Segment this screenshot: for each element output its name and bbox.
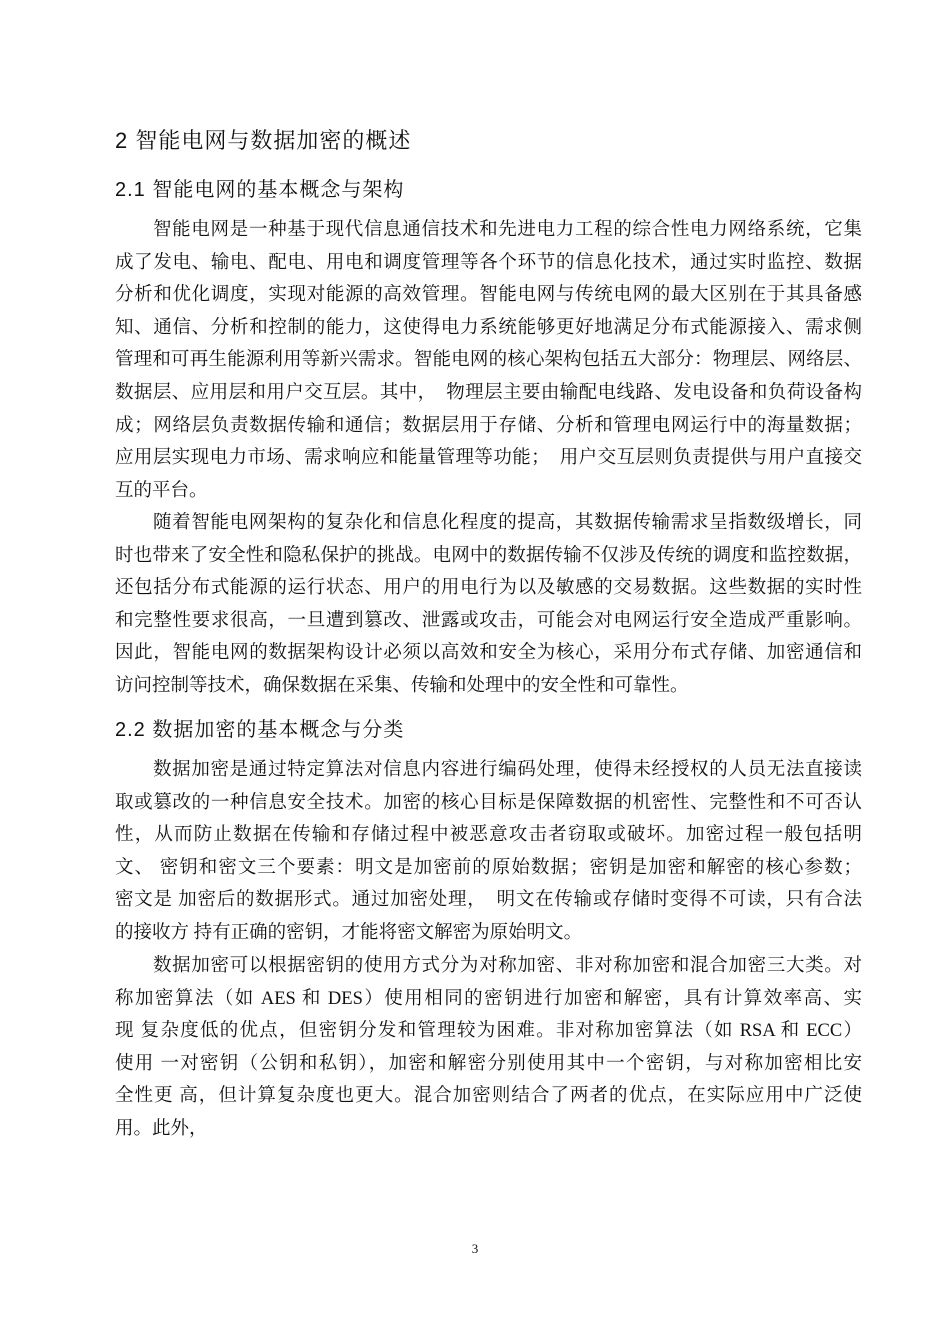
text-line: 分析和优化调度，实现对能源的高效管理。智能电网与传统电网的最大区别在于其具备感 <box>115 285 862 306</box>
text-line: 使用 一对密钥（公钥和私钥），加密和解密分别使用其中一个密钥，与对称加密相比安 <box>115 1053 862 1074</box>
text-line: 性，从而防止数据在传输和存储过程中被恶意攻击者窃取或破坏。加密过程一般包括明 <box>115 825 862 846</box>
text-line: 成了发电、输电、配电、用电和调度管理等各个环节的信息化技术，通过实时监控、数据 <box>115 252 862 273</box>
text-line: 全性更 高，但计算复杂度也更大。混合加密则结合了两者的优点，在实际应用中广泛使 <box>115 1086 862 1107</box>
text-line: 现 复杂度低的优点，但密钥分发和管理较为困难。非对称加密算法（如 RSA 和 ECC） <box>115 1021 862 1042</box>
text-line: 数据加密是通过特定算法对信息内容进行编码处理，使得未经授权的人员无法直接读 <box>153 760 862 780</box>
text-line: 取或篡改的一种信息安全技术。加密的核心目标是保障数据的机密性、完整性和不可否认 <box>115 792 862 813</box>
text-line: 数据层、应用层和用户交互层。其中， 物理层主要由输配电线路、发电设备和负荷设备构 <box>115 382 862 403</box>
text-line: 的接收方 持有正确的密钥，才能将密文解密为原始明文。 <box>115 922 583 943</box>
text-line: 因此，智能电网的数据架构设计必须以高效和安全为核心，采用分布式存储、加密通信和 <box>115 643 862 664</box>
text-line: 访问控制等技术，确保数据在采集、传输和处理中的安全性和可靠性。 <box>115 675 689 696</box>
text-line: 还包括分布式能源的运行状态、用户的用电行为以及敏感的交易数据。这些数据的实时性 <box>115 578 862 599</box>
chapter-heading: 2 智能电网与数据加密的概述 <box>115 128 412 153</box>
section-heading-2-1: 2.1 智能电网的基本概念与架构 <box>115 179 405 201</box>
page-number: 3 <box>471 1241 479 1256</box>
text-line: 应用层实现电力市场、需求响应和能量管理等功能； 用户交互层则负责提供与用户直接交 <box>115 448 862 469</box>
text-line: 互的平台。 <box>115 480 208 501</box>
text-line: 用。此外， <box>115 1118 208 1139</box>
text-line: 知、通信、分析和控制的能力，这使得电力系统能够更好地满足分布式能源接入、需求侧 <box>115 317 862 338</box>
section-heading-2-2: 2.2 数据加密的基本概念与分类 <box>115 719 405 741</box>
text-line: 随着智能电网架构的复杂化和信息化程度的提高，其数据传输需求呈指数级增长，同 <box>153 513 862 533</box>
text-line: 管理和可再生能源利用等新兴需求。智能电网的核心架构包括五大部分：物理层、网络层、 <box>115 350 862 371</box>
text-line: 数据加密可以根据密钥的使用方式分为对称加密、非对称加密和混合加密三大类。对 <box>153 956 862 976</box>
paragraph-2-1-2 <box>115 507 862 703</box>
paragraph-2-2-1 <box>115 754 862 950</box>
text-line: 和完整性要求很高，一旦遭到篡改、泄露或攻击，可能会对电网运行安全造成严重影响。 <box>115 610 862 631</box>
text-line: 密文是 加密后的数据形式。通过加密处理， 明文在传输或存储时变得不可读，只有合法 <box>115 890 862 911</box>
paragraph-2-1-1 <box>115 214 862 507</box>
text-line: 称加密算法（如 AES 和 DES）使用相同的密钥进行加密和解密，具有计算效率高、实 <box>115 988 862 1009</box>
paragraph-2-2-2 <box>115 950 862 1146</box>
text-line: 智能电网是一种基于现代信息通信技术和先进电力工程的综合性电力网络系统，它集 <box>153 220 862 240</box>
text-line: 文、 密钥和密文三个要素：明文是加密前的原始数据；密钥是加密和解密的核心参数； <box>115 857 862 878</box>
text-line: 成；网络层负责数据传输和通信；数据层用于存储、分析和管理电网运行中的海量数据； <box>115 415 862 436</box>
text-line: 时也带来了安全性和隐私保护的挑战。电网中的数据传输不仅涉及传统的调度和监控数据， <box>115 545 862 566</box>
